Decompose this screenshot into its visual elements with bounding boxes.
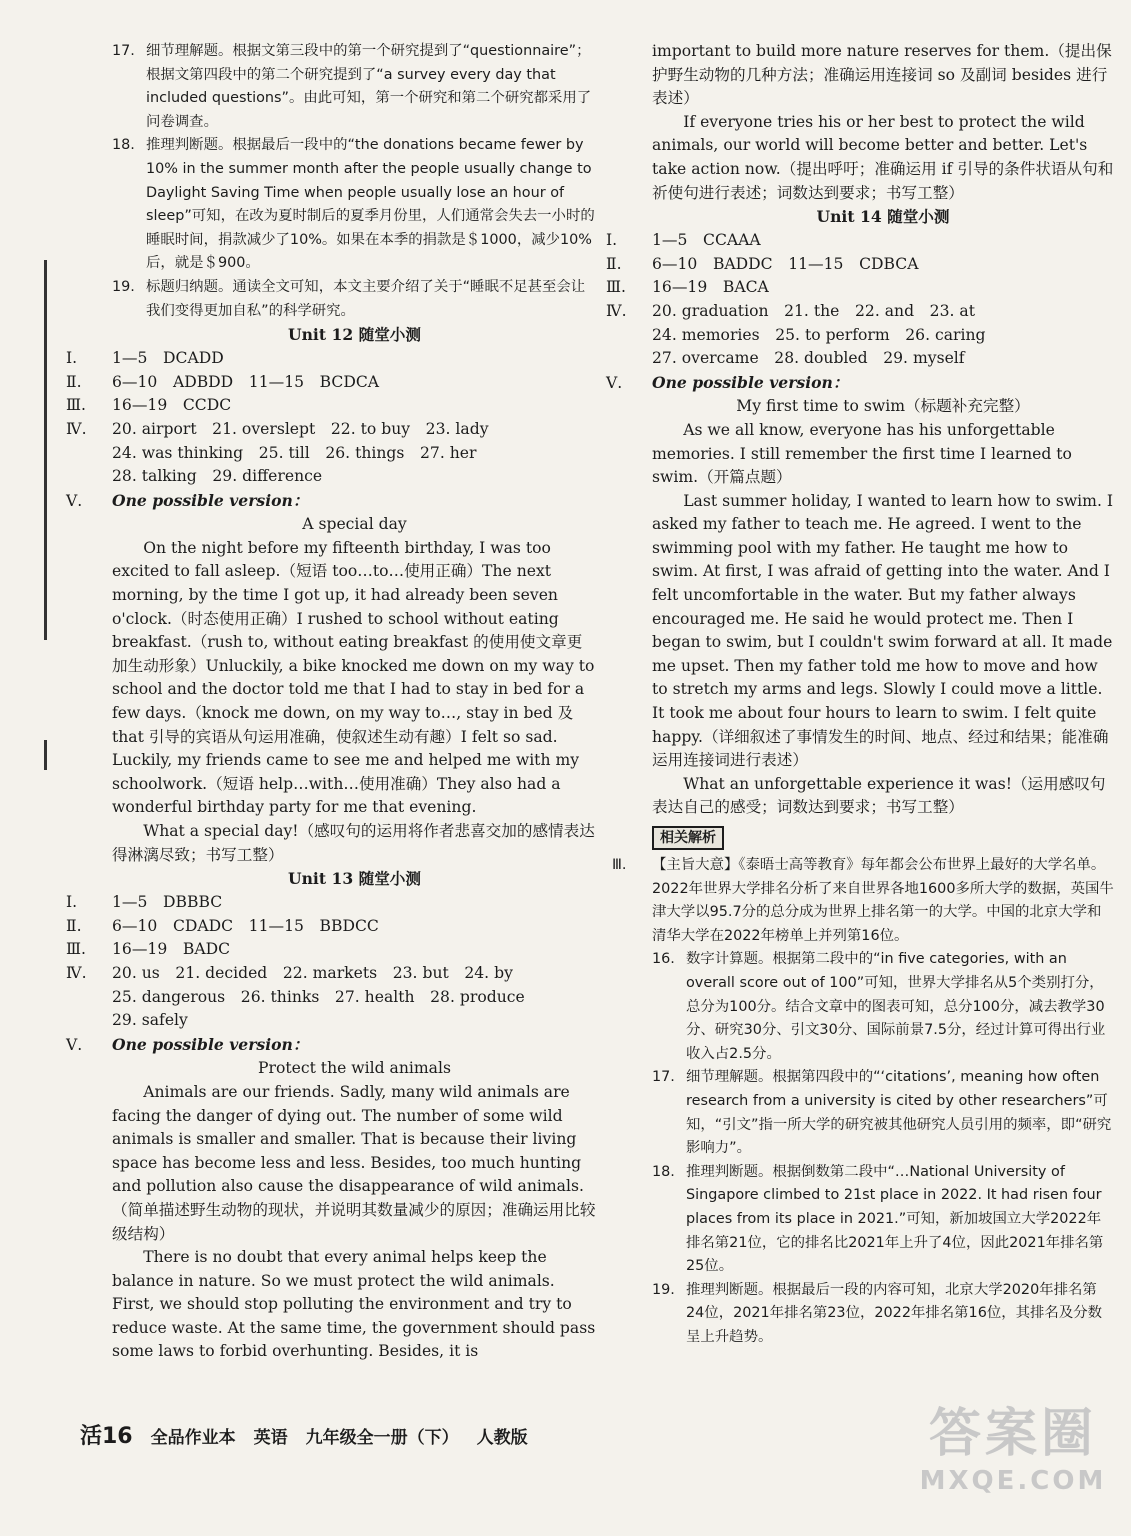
grade: 九年级全一册（下） (305, 1428, 459, 1448)
essay-continuation: important to build more nature reserves for them.（提出保护野生动物的几种方法；准确运用连接词 so 及副词 besides 进行表述） (652, 42, 1112, 108)
essay-title-protect-animals: Protect the wild animals (258, 1059, 451, 1078)
right-column (606, 40, 1114, 1349)
answer-line: Ⅰ. 1—5 DBBBC (66, 893, 223, 912)
answer-line: Ⅰ. 1—5 CCAAA (606, 231, 761, 250)
essay-paragraph: There is no doubt that every animal helps keep the balance in nature. So we must protect the wild animals. First, we should stop polluting the environment and try to reduce waste. At the same time, the government should pass some laws to forbid overhunting. Besides, it is (112, 1248, 596, 1361)
watermark-url: MXQE.COM (919, 1466, 1107, 1496)
essay-paragraph: On the night before my fifteenth birthday, I was too excited to fall asleep.（短语 too…to…使用正确）The next morning, by the time I got up, it had already been seven o'clock.（时态使用正确）I rushed to school without eating breakfast.（rush to, without eating breakfast 的使用使文章更加生动形象）Unluckily, a bike knocked me down on my way to school and the doctor told me that I had to stay in bed for a few days.（knock me down, on my way to…, stay in bed 及 that 引导的宾语从句运用准确，使叙述生动有趣）I felt so sad. Luckily, my friends came to see me and helped me with my schoolwork.（短语 help…with…使用准确）They also had a wonderful birthday party for me that evening. (112, 538, 595, 817)
unit13-title: Unit 13 随堂小测 (288, 869, 421, 889)
answer-line: Ⅲ. 16—19 BACA (606, 278, 769, 297)
version-line: Ⅴ. One possible version： (66, 490, 309, 510)
answer-line: Ⅳ. 20. airport 21. overslept 22. to buy 23. lady (66, 419, 489, 438)
page-footer (80, 1419, 600, 1450)
edition: 人教版 (476, 1428, 528, 1448)
question-19: 19. 标题归纳题。通读全文可知，本文主要介绍了关于“睡眠不足甚至会让我们变得更加自私”的科学研究。 (112, 278, 586, 319)
unit12-answers (66, 347, 597, 513)
analysis-tag: 相关解析 (652, 826, 724, 850)
answer-line: 24. memories 25. to perform 26. caring (652, 325, 986, 344)
analysis-19: 19. 推理判断题。根据最后一段的内容可知，北京大学2020年排名第24位，2021年排名第23位，2022年排名第16位，其排名及分数呈上升趋势。 (652, 1281, 1102, 1345)
subject: 英语 (253, 1428, 288, 1448)
binding-mark-short (44, 740, 47, 770)
watermark-logo (913, 1402, 1113, 1522)
answer-line: Ⅲ. 16—19 CCDC (66, 396, 232, 415)
analysis-header (652, 820, 1114, 854)
left-column (66, 40, 597, 1364)
answer-line: Ⅰ. 1—5 DCADD (66, 349, 224, 368)
answer-line: 27. overcame 28. doubled 29. myself (652, 349, 965, 368)
answer-line: Ⅱ. 6—10 CDADC 11—15 BBDCC (66, 916, 379, 935)
answer-line: 24. was thinking 25. till 26. things 27. her (112, 443, 477, 462)
essay-paragraph: Animals are our friends. Sadly, many wild animals are facing the danger of dying out. The number of some wild animals is smaller and smaller. That is because their living space has become less and less. Besides, too much hunting and pollution also cause the disappearance of wild animals.（简单描述野生动物的现状，并说明其数量减少的原因；准确运用比较级结构） (112, 1082, 596, 1243)
analysis-17: 17. 细节理解题。根据第四段中的“‘citations’, meaning how often research from a university is cited by other researchers”可知，“引文”指一所大学的研究被其他研究人员引用的频率，即“研究影响力”。 (652, 1069, 1112, 1157)
page-number: 活16 (80, 1424, 133, 1449)
essay-paragraph: If everyone tries his or her best to protect the wild animals, our world will become better and better. Let's take action now.（提出呼吁；准确运用 if 引导的条件状语从句和祈使句进行表述；词数达到要求；书写工整） (652, 112, 1114, 202)
answer-line: Ⅱ. 6—10 ADBDD 11—15 BCDCA (66, 372, 380, 391)
unit13-answers (66, 891, 597, 1057)
essay-paragraph: What a special day!（感叹句的运用将作者悲喜交加的感情表达得淋漓尽致；书写工整） (112, 822, 595, 864)
essay-paragraph: As we all know, everyone has his unforgettable memories. I still remember the first time I learned to swim.（开篇点题） (652, 420, 1072, 487)
essay-title-special-day: A special day (302, 515, 407, 534)
unit14-answers (606, 229, 1114, 395)
analysis-16: 16. 数字计算题。根据第二段中的“in five categories, with an overall score out of 100”可知，世界大学排名从5个类别打分，总分为100分。结合文章中的图表可知，总分100分，减去教学30分、研究30分、引文30分、国际前景7.5分，经过计算可得出行业收入占2.5分。 (652, 951, 1106, 1062)
binding-mark (44, 260, 47, 640)
essay-title-first-swim: My first time to swim（标题补充完整） (736, 397, 1030, 416)
book-title: 全品作业本 (150, 1428, 236, 1448)
answer-line: Ⅳ. 20. us 21. decided 22. markets 23. but 24. by (66, 963, 513, 982)
answer-line: 28. talking 29. difference (112, 467, 323, 486)
version-line: Ⅴ. One possible version： (66, 1034, 309, 1054)
unit12-title: Unit 12 随堂小测 (288, 325, 421, 345)
answer-line: Ⅲ. 16—19 BADC (66, 940, 231, 959)
answer-line: Ⅱ. 6—10 BADDC 11—15 CDBCA (606, 254, 919, 273)
watermark-text: 答案圈 (928, 1404, 1097, 1464)
essay-paragraph: What an unforgettable experience it was!（运用感叹句表达自己的感受；词数达到要求；书写工整） (652, 774, 1106, 817)
question-18: 18. 推理判断题。根据最后一段中的“the donations became fewer by 10% in the summer month after the people usually change to Daylight Saving Time when people usually lose an hour of sleep”可知，在改为夏时制后的夏季月份里，人们通常会失去一小时的睡眠时间，捐款减少了10%。如果在本季的捐款是＄1000，减少10%后，就是＄900。 (112, 137, 595, 272)
unit14-title: Unit 14 随堂小测 (816, 207, 950, 227)
answer-line: Ⅳ. 20. graduation 21. the 22. and 23. at (606, 301, 975, 320)
question-17: 17. 细节理解题。根据文第三段中的第一个研究提到了“questionnaire”；根据文第四段中的第二个研究提到了“a survey every day that included questions”。由此可知，第一个研究和第二个研究都采用了问卷调查。 (112, 43, 592, 130)
analysis-18: 18. 推理判断题。根据倒数第二段中“…National University of Singapore climbed to 21st place in 2022. It had risen four places from its place in 2021.”可知，新加坡国立大学2022年排名第21位，它的排名比2021年上升了4位，因此2021年排名第25位。 (652, 1163, 1104, 1275)
answer-line: 25. dangerous 26. thinks 27. health 28. produce (112, 987, 525, 1006)
analysis-section (612, 854, 1114, 948)
essay-paragraph: Last summer holiday, I wanted to learn how to swim. I asked my father to teach me. He agreed. I went to the swimming pool with my father. He taught me how to swim. At first, I was afraid of getting into the water. And I felt uncomfortable in the water. But my father always encouraged me. He said he would protect me. Then I began to swim, but I couldn't swim forward at all. It made me upset. Then my father told me how to move and how to stretch my arms and legs. Slowly I could move a little. It took me about four hours to learn to swim. I felt quite happy.（详细叙述了事情发生的时间、地点、经过和结果；能准确运用连接词进行表述） (652, 491, 1114, 770)
version-line: Ⅴ. One possible version： (606, 372, 849, 392)
analysis-intro: Ⅲ. 【主旨大意】《泰晤士高等教育》每年都会公布世界上最好的大学名单。2022年世界大学排名分析了来自世界各地1600多所大学的数据，英国牛津大学以95.7分的总分成为世界上排名第一的大学。中国的北京大学和清华大学在2022年榜单上并列第16位。 (612, 857, 1114, 944)
answer-line: 29. safely (112, 1011, 188, 1030)
